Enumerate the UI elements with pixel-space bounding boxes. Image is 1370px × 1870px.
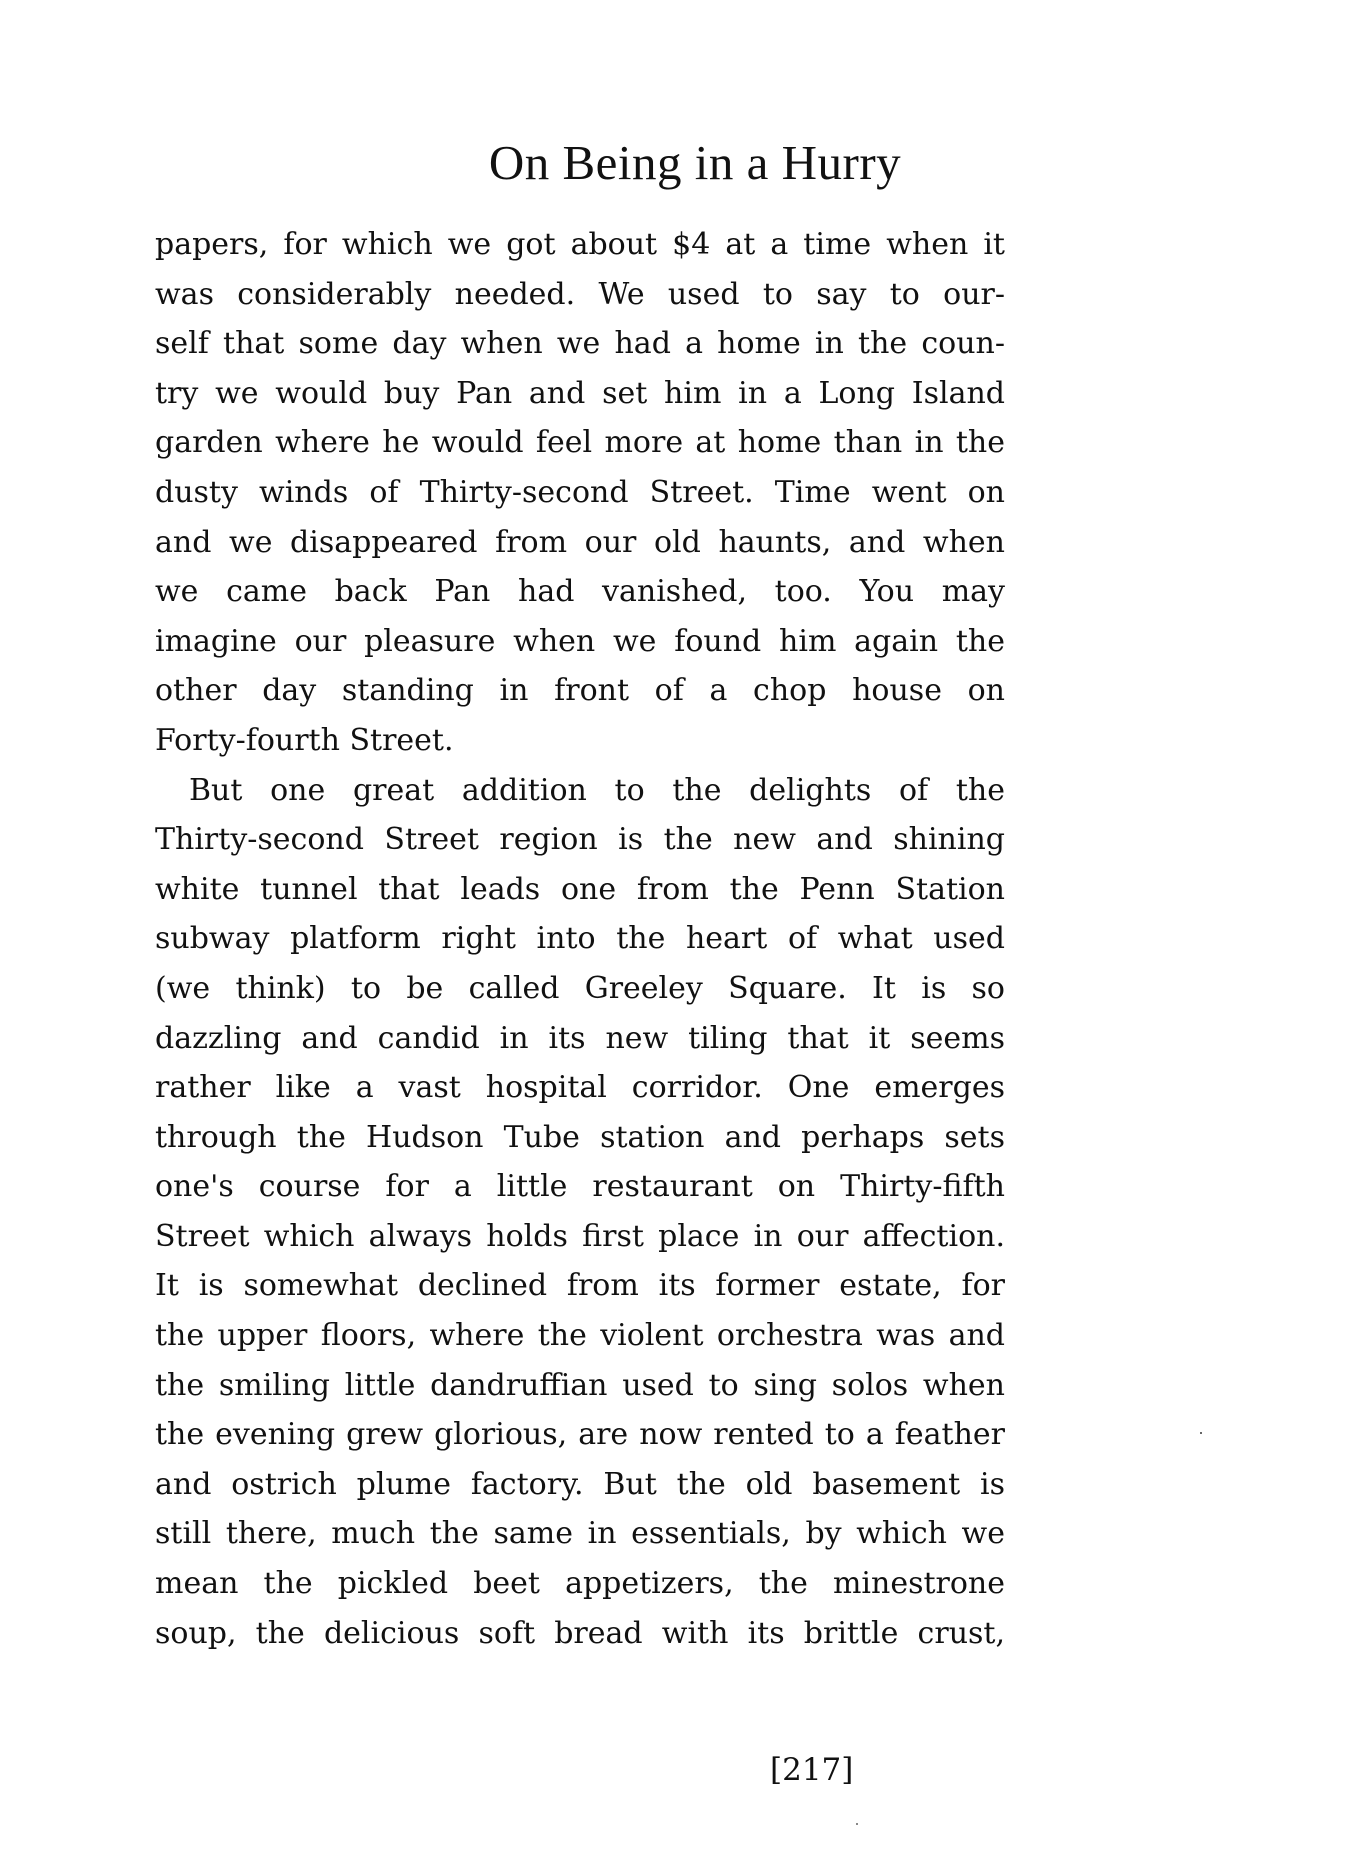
text-line: we came back Pan had vanished, too. You may: [155, 574, 1005, 610]
text-line: subway platform right into the heart of what used: [155, 921, 1005, 957]
text-line: papers, for which we got about $4 at a time when it: [155, 227, 1005, 262]
scan-speck: [856, 1823, 858, 1825]
text-line: Thirty-second Street region is the new and shining: [155, 822, 1005, 858]
text-line: mean the pickled beet appetizers, the minestrone: [155, 1566, 1005, 1602]
text-line: the upper floors, where the violent orchestra was and: [155, 1318, 1005, 1354]
body-text: [155, 220, 1005, 1658]
text-line: still there, much the same in essentials, by which we: [155, 1516, 1005, 1552]
text-line: one's course for a little restaurant on Thirty-fifth: [155, 1169, 1005, 1205]
text-line: try we would buy Pan and set him in a Long Island: [155, 375, 1005, 411]
text-line: garden where he would feel more at home than in the: [155, 425, 1005, 461]
text-line: white tunnel that leads one from the Penn Station: [155, 871, 1005, 907]
running-head-title: On Being in a Hurry: [488, 135, 902, 190]
text-line: dazzling and candid in its new tiling that it seems: [155, 1020, 1005, 1056]
scan-speck: [1200, 1432, 1202, 1434]
text-line: Street which always holds first place in our affection.: [155, 1218, 1005, 1254]
text-line: It is somewhat declined from its former estate, for: [155, 1268, 1005, 1304]
text-line: self that some day when we had a home in the coun-: [155, 326, 1005, 362]
text-line: imagine our pleasure when we found him again the: [155, 623, 1005, 659]
text-line: soup, the delicious soft bread with its brittle crust,: [155, 1615, 1005, 1651]
text-line: the evening grew glorious, are now rented to a feather: [155, 1417, 1005, 1453]
text-line: other day standing in front of a chop house on: [155, 673, 1005, 709]
text-line: the smiling little dandruffian used to sing solos when: [155, 1367, 1005, 1403]
text-line: and ostrich plume factory. But the old basement is: [155, 1466, 1005, 1502]
text-line: and we disappeared from our old haunts, and when: [155, 524, 1005, 560]
paragraph-start-line: But one great addition to the delights of the: [189, 772, 1005, 808]
text-line: rather like a vast hospital corridor. One emerges: [155, 1070, 1005, 1106]
paragraph-end-line: Forty-fourth Street.: [155, 722, 454, 758]
text-line: through the Hudson Tube station and perhaps sets: [155, 1119, 1005, 1155]
text-line: (we think) to be called Greeley Square. It is so: [155, 970, 1005, 1006]
page-number: [217]: [770, 1752, 854, 1788]
text-line: dusty winds of Thirty-second Street. Time went on: [155, 474, 1005, 510]
text-line: was considerably needed. We used to say to our-: [155, 276, 1005, 312]
